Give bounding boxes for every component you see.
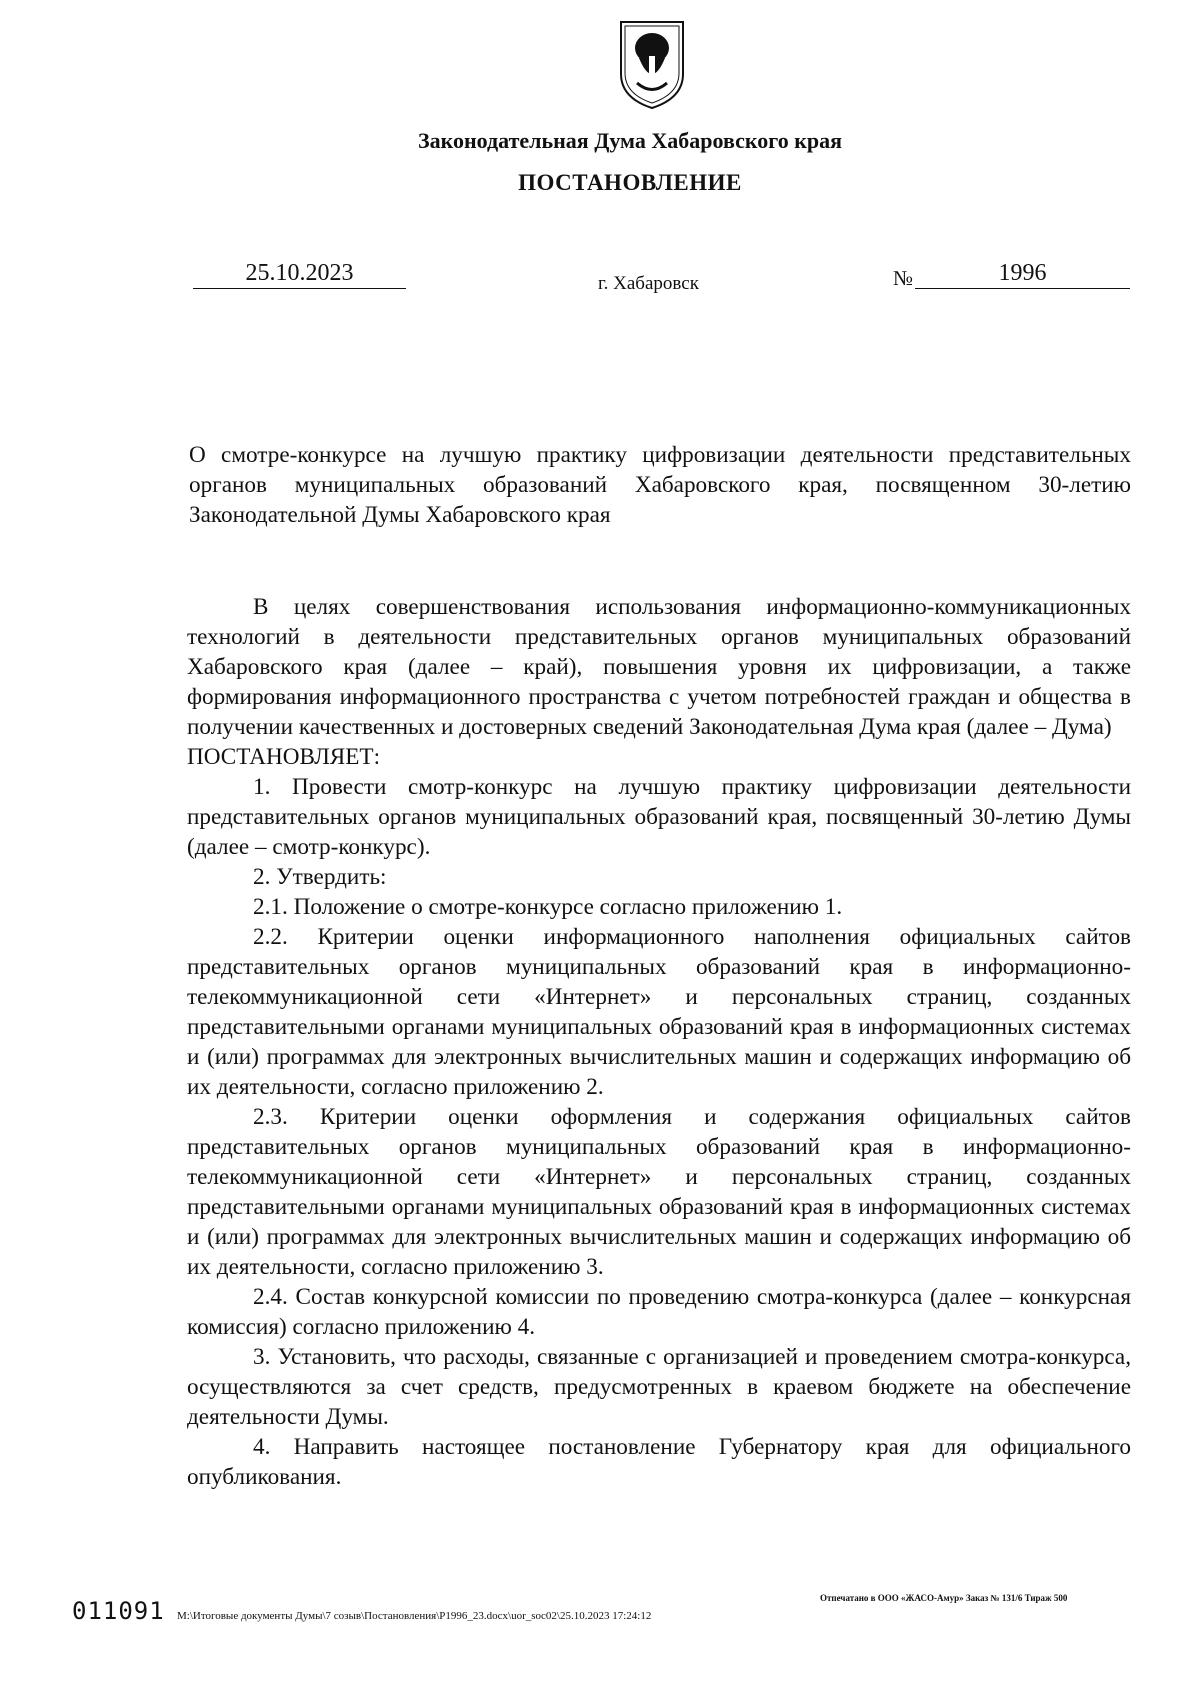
number-sign: № [893, 266, 914, 290]
intro-paragraph: В целях совершенствования использования информационно-коммуникационных технологий в деятельности представительных органов муниципальных образований Хабаровского края (далее – край), повышения уровня их цифровизации, а также формирования информационного пространства с учетом потребностей граждан и общества в получении качественных и достоверных сведений Законодательная Дума края (далее – Дума) [187, 594, 1131, 740]
item-2: 2. Утвердить: [253, 864, 387, 890]
item-1: 1. Провести смотр-конкурс на лучшую практику цифровизации деятельности представительных органов муниципальных образований края, посвященный 30-летию Думы (далее – смотр-конкурс). [187, 774, 1131, 860]
document-body [187, 592, 1131, 1492]
decree-word: ПОСТАНОВЛЯЕТ: [187, 744, 381, 770]
document-number: 1996 [915, 258, 1130, 289]
item-3: 3. Установить, что расходы, связанные с организацией и проведением смотра-конкурса, осуществляются за счет средств, предусмотренных в краевом бюджете на обеспечение деятельности Думы. [187, 1344, 1131, 1430]
document-date: 25.10.2023 [193, 258, 406, 289]
item-2-4: 2.4. Состав конкурсной комиссии по проведению смотра-конкурса (далее – конкурсная комиссия) согласно приложению 4. [187, 1284, 1131, 1340]
item-4: 4. Направить настоящее постановление Губернатору края для официального опубликования. [187, 1434, 1131, 1490]
document-title: О смотре-конкурсе на лучшую практику цифровизации деятельности представительных органов муниципальных образований Хабаровского края, посвященном 30-летию Законодательной Думы Хабаровского края [189, 442, 1131, 528]
item-2-3: 2.3. Критерии оценки оформления и содержания официальных сайтов представительных органов муниципальных образований края в информационно-телекоммуникационной сети «Интернет» и персональных страниц, созданных представительными органами муниципальных образований края в информационных системах и (или) программах для электронных вычислительных машин и содержащих информацию об их деятельности, согласно приложению 3. [187, 1104, 1131, 1280]
coat-of-arms-icon [617, 18, 687, 112]
item-2-2: 2.2. Критерии оценки информационного наполнения официальных сайтов представительных органов муниципальных образований края в информационно-телекоммуникационной сети «Интернет» и персональных страниц, созданных представительными органами муниципальных образований края в информационных системах и (или) программах для электронных вычислительных машин и содержащих информацию об их деятельности, согласно приложению 2. [187, 924, 1131, 1100]
organization-name: Законодательная Дума Хабаровского края [417, 128, 843, 153]
footer-code: 011091 [72, 1597, 165, 1625]
footer-print-info: Отпечатано в ООО «ЖАСО-Амур» Заказ № 131/6 Тираж 500 [820, 1593, 1068, 1603]
footer-file-path: M:\Итоговые документы Думы\7 созыв\Постановления\P1996_23.docx\uor_soc02\25.10.2023 17:24:12 [177, 1610, 652, 1622]
item-2-1: 2.1. Положение о смотре-конкурсе согласно приложению 1. [253, 894, 843, 920]
document-kind: ПОСТАНОВЛЕНИЕ [518, 170, 742, 195]
document-city: г. Хабаровск [598, 273, 699, 294]
